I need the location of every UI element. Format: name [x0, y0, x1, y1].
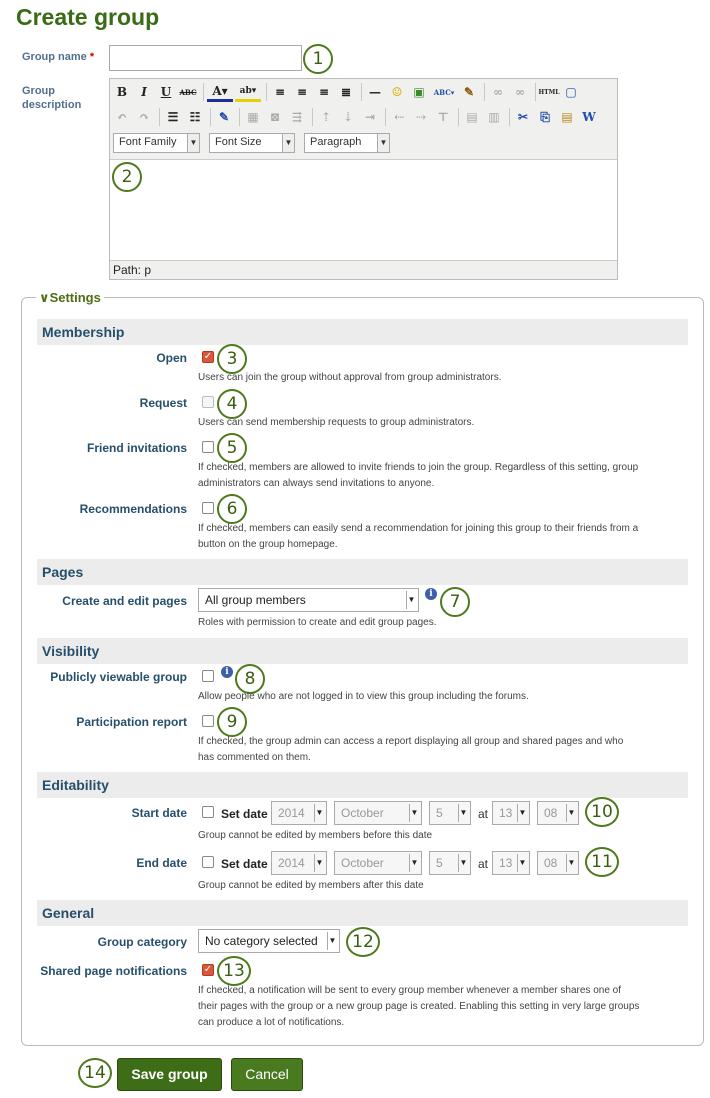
settings-legend[interactable]: ∨Settings — [36, 290, 104, 306]
section-editability: Editability — [37, 772, 688, 798]
public-group-checkbox[interactable] — [202, 670, 214, 682]
open-desc: Users can join the group without approval from group administrators. — [198, 372, 502, 383]
start-date-checkbox[interactable] — [202, 806, 214, 818]
callout-9: 9 — [217, 707, 247, 737]
bold-icon[interactable]: B — [116, 85, 128, 99]
callout-2: 2 — [112, 162, 142, 192]
section-pages: Pages — [37, 559, 688, 585]
description-editor — [109, 78, 618, 280]
open-label: Open — [156, 351, 187, 365]
callout-1: 1 — [303, 44, 333, 74]
section-visibility: Visibility — [37, 638, 688, 664]
image-icon[interactable]: ▣ — [413, 85, 425, 99]
delete-col-icon[interactable]: ⊤ — [437, 110, 449, 124]
request-label: Request — [139, 396, 187, 410]
delete-row-icon[interactable]: ⇥ — [364, 110, 376, 124]
public-group-label: Publicly viewable group — [50, 670, 187, 684]
end-set-date-label: Set date — [221, 857, 268, 871]
group-name-label: Group name * — [22, 51, 95, 63]
request-desc: Users can send membership requests to group administrators. — [198, 417, 475, 428]
cut-icon[interactable]: ✂ — [517, 110, 529, 124]
chevron-down-icon: ▼ — [377, 134, 389, 152]
chevron-down-icon: ▼ — [409, 804, 419, 822]
callout-8: 8 — [235, 664, 265, 694]
end-date-label: End date — [136, 856, 187, 870]
group-description-label: Group description — [22, 85, 82, 111]
editor-toolbar-row-1 — [112, 81, 583, 103]
callout-13: 13 — [217, 956, 251, 986]
start-at-label: at — [478, 807, 489, 821]
chevron-down-icon: ▼ — [282, 134, 294, 152]
row-props-icon[interactable]: ⇶ — [291, 110, 303, 124]
paste-word-icon[interactable]: W — [582, 110, 596, 124]
chevron-down-icon: ▼ — [187, 134, 199, 152]
callout-12: 12 — [346, 927, 380, 957]
start-month-select[interactable]: October ▼ — [334, 801, 422, 825]
info-icon[interactable]: i — [425, 588, 437, 600]
start-date-desc: Group cannot be edited by members before this date — [198, 830, 433, 841]
end-day-select[interactable]: 5 ▼ — [429, 851, 471, 875]
redo-icon[interactable]: ↷ — [138, 110, 150, 124]
numbered-list-icon[interactable]: ☷ — [189, 110, 201, 124]
group-category-select[interactable]: No category selected ▼ — [198, 929, 340, 953]
chevron-down-icon: ▼ — [406, 591, 416, 609]
emoticon-icon[interactable]: ☺ — [391, 85, 403, 99]
callout-5: 5 — [217, 433, 247, 463]
undo-icon[interactable]: ↶ — [116, 110, 128, 124]
friend-invitations-checkbox[interactable] — [202, 441, 214, 453]
info-icon[interactable]: i — [221, 666, 233, 678]
start-minute-select[interactable]: 08 ▼ — [537, 801, 579, 825]
section-general: General — [37, 900, 688, 926]
align-center-icon[interactable]: ≡ — [296, 85, 308, 99]
friend-invitations-desc: If checked, members are allowed to invite friends to join the group. Regardless of this setting, group administrators can always send invitations to anyone. — [198, 462, 639, 489]
editor-toolbar-row-2 — [112, 106, 601, 128]
chevron-down-icon: ▼ — [517, 854, 527, 872]
recommendations-desc: If checked, members can easily send a recommendation for joining this group to their friends from a button on the group homepage. — [198, 523, 639, 550]
delete-table-icon[interactable]: ⊠ — [269, 110, 281, 124]
create-edit-pages-desc: Roles with permission to create and edit group pages. — [198, 617, 437, 628]
callout-14: 14 — [78, 1058, 112, 1088]
save-group-button[interactable]: Save group — [117, 1058, 222, 1091]
font-family-select[interactable]: Font Family ▼ — [113, 133, 200, 153]
edit-icon[interactable]: ✎ — [218, 110, 230, 124]
spellcheck-icon[interactable]: ABC▾ — [433, 87, 455, 97]
strikethrough-icon[interactable]: ABC — [179, 87, 197, 97]
start-hour-select[interactable]: 13 ▼ — [492, 801, 530, 825]
end-at-label: at — [478, 857, 489, 871]
page-title: Create group — [16, 4, 160, 30]
callout-3: 3 — [217, 344, 247, 374]
chevron-down-icon: ▼ — [517, 804, 527, 822]
chevron-down-icon: ▼ — [314, 854, 324, 872]
editor-toolbar-row-3 — [113, 132, 399, 154]
align-justify-icon[interactable]: ≣ — [340, 85, 352, 99]
end-hour-select[interactable]: 13 ▼ — [492, 851, 530, 875]
horizontal-rule-icon[interactable]: — — [369, 85, 381, 99]
paragraph-format-select[interactable]: Paragraph ▼ — [304, 133, 390, 153]
end-date-checkbox[interactable] — [202, 856, 214, 868]
italic-icon[interactable]: I — [141, 85, 147, 99]
end-year-select[interactable]: 2014 ▼ — [271, 851, 327, 875]
chevron-down-icon: ▼ — [327, 932, 337, 950]
html-source-icon[interactable]: HTML — [538, 88, 560, 96]
text-color-icon[interactable]: A▾ — [207, 82, 233, 102]
start-year-select[interactable]: 2014 ▼ — [271, 801, 327, 825]
align-left-icon[interactable]: ≡ — [274, 85, 286, 99]
participation-report-checkbox[interactable] — [202, 715, 214, 727]
bullet-list-icon[interactable]: ☰ — [167, 110, 179, 124]
merge-cells-icon[interactable]: ▥ — [488, 110, 500, 124]
font-size-select[interactable]: Font Size ▼ — [209, 133, 295, 153]
group-name-input[interactable] — [109, 45, 302, 71]
friend-invitations-label: Friend invitations — [86, 441, 187, 455]
underline-icon[interactable]: U — [160, 85, 172, 99]
paste-icon[interactable]: ▤ — [561, 110, 573, 124]
clean-format-icon[interactable]: ✎ — [463, 85, 475, 99]
chevron-down-icon: ▼ — [409, 854, 419, 872]
split-cells-icon[interactable]: ▤ — [466, 110, 478, 124]
create-edit-pages-select[interactable]: All group members ▼ — [198, 588, 419, 612]
shared-page-notifications-label: Shared page notifications — [40, 964, 187, 978]
callout-4: 4 — [217, 389, 247, 419]
create-edit-pages-label: Create and edit pages — [62, 594, 187, 608]
callout-11: 11 — [585, 847, 619, 877]
description-edit-area[interactable] — [110, 159, 617, 261]
callout-7: 7 — [440, 587, 470, 617]
end-date-desc: Group cannot be edited by members after this date — [198, 880, 424, 891]
highlight-color-icon[interactable]: ab▾ — [235, 82, 261, 102]
start-date-label: Start date — [131, 806, 187, 820]
link-icon[interactable]: ∞ — [493, 85, 503, 99]
start-day-select[interactable]: 5 ▼ — [429, 801, 471, 825]
open-checkbox[interactable]: ✓ — [203, 351, 213, 362]
public-group-desc: Allow people who are not logged in to view this group including the forums. — [198, 691, 529, 702]
chevron-down-icon: ▼ — [566, 854, 576, 872]
chevron-down-icon: ▼ — [458, 804, 468, 822]
start-set-date-label: Set date — [221, 807, 268, 821]
participation-report-label: Participation report — [76, 715, 187, 729]
group-category-label: Group category — [97, 935, 187, 949]
recommendations-label: Recommendations — [79, 502, 187, 516]
recommendations-checkbox[interactable] — [202, 502, 214, 514]
shared-page-notifications-checkbox[interactable]: ✓ — [203, 964, 213, 975]
participation-report-desc: If checked, the group admin can access a report displaying all group and shared pages and who has commented on them. — [198, 736, 624, 763]
end-month-select[interactable]: October ▼ — [334, 851, 422, 875]
chevron-down-icon: ▼ — [314, 804, 324, 822]
request-checkbox[interactable] — [202, 396, 214, 408]
callout-6: 6 — [217, 494, 247, 524]
fullscreen-icon[interactable]: ▢ — [565, 85, 577, 99]
align-right-icon[interactable]: ≡ — [318, 85, 330, 99]
cancel-button[interactable]: Cancel — [231, 1058, 303, 1091]
shared-page-notifications-desc: If checked, a notification will be sent to every group member whenever a member shares one of their pages with the group or a new group page is created. Enabling this setting in very large groups can produce a lot of notifications. — [198, 985, 640, 1028]
editor-path: Path: p — [113, 263, 152, 277]
insert-row-before-icon[interactable]: ⇡ — [320, 110, 332, 124]
section-membership: Membership — [37, 319, 688, 345]
insert-row-after-icon[interactable]: ⇣ — [342, 110, 354, 124]
unlink-icon[interactable]: ∞ — [515, 85, 525, 99]
insert-col-after-icon[interactable]: ⇢ — [415, 110, 427, 124]
table-icon[interactable]: ▦ — [247, 110, 259, 124]
end-minute-select[interactable]: 08 ▼ — [537, 851, 579, 875]
chevron-down-icon: ▼ — [566, 804, 576, 822]
copy-icon[interactable]: ⎘ — [540, 109, 550, 124]
callout-10: 10 — [585, 797, 619, 827]
insert-col-before-icon[interactable]: ⇠ — [393, 110, 405, 124]
chevron-down-icon: ▼ — [458, 854, 468, 872]
chevron-down-icon: ∨ — [39, 290, 50, 305]
